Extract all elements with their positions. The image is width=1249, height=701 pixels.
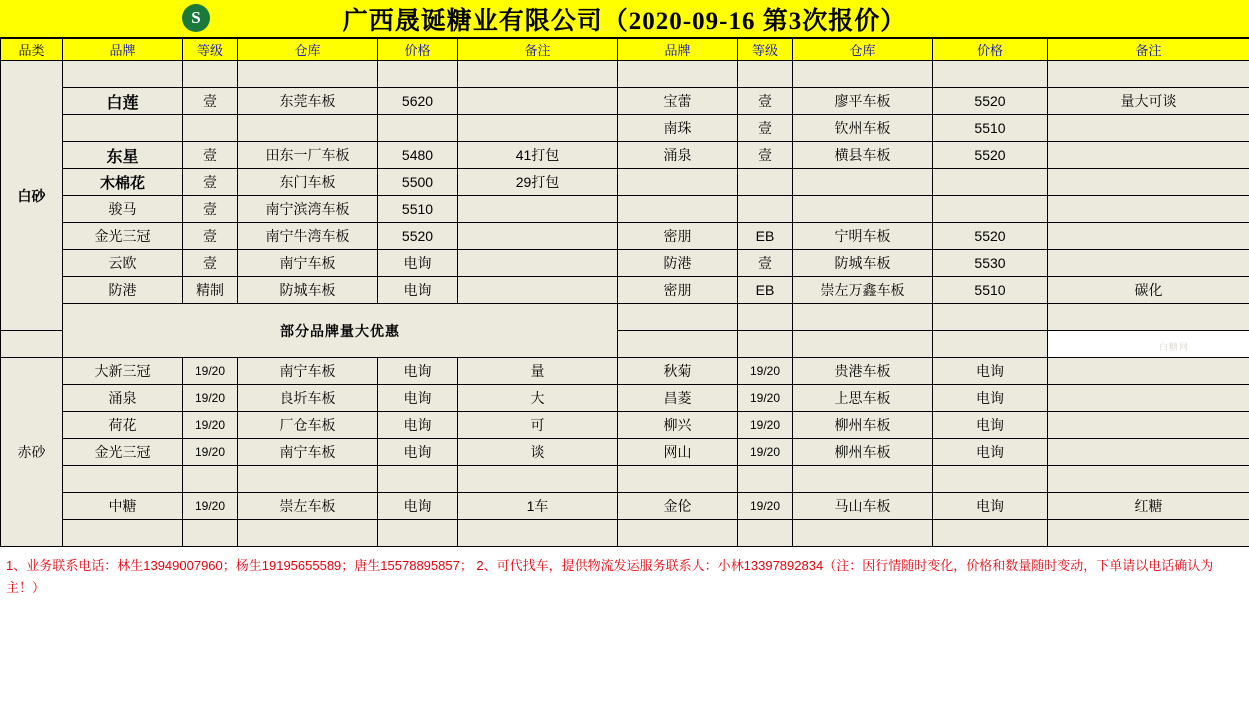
price-left: 电询 (378, 412, 458, 439)
brand-right: 密朋 (618, 223, 738, 250)
warehouse-left: 南宁车板 (238, 358, 378, 385)
grade-left: 壹 (183, 88, 238, 115)
warehouse-left: 田东一厂车板 (238, 142, 378, 169)
note-left: 41打包 (458, 142, 618, 169)
category-baisha: 白砂 (1, 61, 63, 331)
warehouse-left: 南宁车板 (238, 439, 378, 466)
price-right: 电询 (933, 412, 1048, 439)
table-row (1, 115, 1249, 142)
price-right (933, 520, 1048, 547)
price-left: 5500 (378, 169, 458, 196)
note-left: 可 (458, 412, 618, 439)
price-right: 5510 (933, 115, 1048, 142)
grade-left (183, 61, 238, 88)
company-logo-icon (182, 4, 212, 34)
price-left: 电询 (378, 493, 458, 520)
note-left: 大 (458, 385, 618, 412)
grade-right (738, 169, 793, 196)
page-title: 广西晟诞糖业有限公司（2020-09-16 第3次报价） (342, 7, 907, 35)
note-right (1048, 223, 1249, 250)
price-left (378, 520, 458, 547)
warehouse-left: 崇左车板 (238, 493, 378, 520)
warehouse-right (793, 169, 933, 196)
grade-right: 19/20 (738, 412, 793, 439)
col-grade-left: 等级 (183, 39, 238, 61)
warehouse-left (238, 61, 378, 88)
note-right-empty (933, 331, 1048, 358)
note-right (1048, 61, 1249, 88)
grade-right: 19/20 (738, 439, 793, 466)
grade-right: 壹 (738, 142, 793, 169)
grade-left: 精制 (183, 277, 238, 304)
warehouse-right-empty (738, 331, 793, 358)
warehouse-right (793, 520, 933, 547)
brand-right: 涌泉 (618, 142, 738, 169)
warehouse-left (238, 115, 378, 142)
col-brand-left: 品牌 (63, 39, 183, 61)
table-row (1, 493, 1249, 520)
grade-left: 壹 (183, 196, 238, 223)
col-price-left: 价格 (378, 39, 458, 61)
brand-left: 骏马 (63, 196, 183, 223)
note-left (458, 88, 618, 115)
price-left: 5510 (378, 196, 458, 223)
table-row (1, 142, 1249, 169)
brand-left (63, 61, 183, 88)
price-right (933, 466, 1048, 493)
note-left (458, 223, 618, 250)
note-left (458, 115, 618, 142)
warehouse-right: 崇左万鑫车板 (793, 277, 933, 304)
warehouse-right: 贵港车板 (793, 358, 933, 385)
note-right-empty (1048, 304, 1249, 331)
note-left (458, 196, 618, 223)
note-right: 碳化 (1048, 277, 1249, 304)
price-right: 5520 (933, 142, 1048, 169)
grade-right: 19/20 (738, 358, 793, 385)
brand-left: 涌泉 (63, 385, 183, 412)
grade-left (183, 115, 238, 142)
table-row (1, 169, 1249, 196)
brand-left: 大新三冠 (63, 358, 183, 385)
table-row (1, 88, 1249, 115)
note-right (1048, 358, 1249, 385)
col-grade-right: 等级 (738, 39, 793, 61)
warehouse-right (793, 466, 933, 493)
brand-left: 金光三冠 (63, 439, 183, 466)
warehouse-right: 横县车板 (793, 142, 933, 169)
title-bar (0, 0, 1249, 38)
grade-right-empty (738, 304, 793, 331)
table-row (1, 439, 1249, 466)
watermark: 白糖网 (1158, 342, 1189, 352)
brand-right: 柳兴 (618, 412, 738, 439)
grade-right: EB (738, 223, 793, 250)
grade-right: 19/20 (738, 493, 793, 520)
note-right (1048, 466, 1249, 493)
brand-left: 木棉花 (63, 169, 183, 196)
price-table (0, 38, 1249, 547)
category-chisha: 赤砂 (1, 358, 63, 547)
brand-right (618, 466, 738, 493)
grade-left: 19/20 (183, 493, 238, 520)
warehouse-left: 东门车板 (238, 169, 378, 196)
note-right: 红糖 (1048, 493, 1249, 520)
warehouse-left: 厂仓车板 (238, 412, 378, 439)
price-left: 电询 (378, 277, 458, 304)
grade-left: 19/20 (183, 385, 238, 412)
table-row (1, 520, 1249, 547)
grade-left: 壹 (183, 223, 238, 250)
note-left: 量 (458, 358, 618, 385)
col-warehouse-left: 仓库 (238, 39, 378, 61)
price-left: 电询 (378, 358, 458, 385)
price-right-empty (933, 304, 1048, 331)
price-left (378, 115, 458, 142)
col-note-left: 备注 (458, 39, 618, 61)
grade-left (183, 520, 238, 547)
price-right: 电询 (933, 385, 1048, 412)
grade-left: 19/20 (183, 358, 238, 385)
note-right (1048, 412, 1249, 439)
price-right: 电询 (933, 493, 1048, 520)
warehouse-left: 南宁车板 (238, 250, 378, 277)
brand-left: 防港 (63, 277, 183, 304)
note-right (1048, 520, 1249, 547)
grade-right-empty (618, 331, 738, 358)
warehouse-left (238, 466, 378, 493)
promo-banner: 部分品牌量大优惠 (63, 304, 618, 358)
col-warehouse-right: 仓库 (793, 39, 933, 61)
warehouse-right-empty (793, 304, 933, 331)
price-right: 5520 (933, 88, 1048, 115)
note-left (458, 466, 618, 493)
warehouse-right: 上思车板 (793, 385, 933, 412)
brand-right (618, 169, 738, 196)
brand-left (63, 520, 183, 547)
grade-right: EB (738, 277, 793, 304)
price-left: 5480 (378, 142, 458, 169)
price-right: 5530 (933, 250, 1048, 277)
price-left: 电询 (378, 385, 458, 412)
warehouse-left: 良圻车板 (238, 385, 378, 412)
brand-left: 云欧 (63, 250, 183, 277)
grade-left: 19/20 (183, 412, 238, 439)
price-left: 5520 (378, 223, 458, 250)
note-right (1048, 196, 1249, 223)
price-right: 电询 (933, 358, 1048, 385)
brand-left (63, 466, 183, 493)
grade-left: 壹 (183, 169, 238, 196)
brand-left: 东星 (63, 142, 183, 169)
note-left (458, 277, 618, 304)
table-row (1, 277, 1249, 304)
grade-right (738, 520, 793, 547)
note-left (458, 61, 618, 88)
note-right: 量大可谈 (1048, 88, 1249, 115)
price-left (378, 61, 458, 88)
brand-right: 秋菊 (618, 358, 738, 385)
brand-left: 金光三冠 (63, 223, 183, 250)
footer-contact-note: 1、业务联系电话：林生13949007960；杨生19195655589；唐生15578895857； 2、可代找车，提供物流发运服务联系人：小林13397892834（注：因行情随时变化，价格和数量随时变动，下单请以电话确认为主！） (0, 547, 1249, 603)
table-row (1, 196, 1249, 223)
brand-right: 昌菱 (618, 385, 738, 412)
brand-left: 中糖 (63, 493, 183, 520)
note-left (458, 520, 618, 547)
table-row (1, 250, 1249, 277)
warehouse-right: 钦州车板 (793, 115, 933, 142)
warehouse-left (238, 520, 378, 547)
brand-right: 金伦 (618, 493, 738, 520)
price-right: 5510 (933, 277, 1048, 304)
table-row (1, 223, 1249, 250)
warehouse-right: 柳州车板 (793, 412, 933, 439)
grade-right: 壹 (738, 250, 793, 277)
price-right: 电询 (933, 439, 1048, 466)
promo-row (1, 304, 1249, 331)
price-right-empty (793, 331, 933, 358)
price-left: 5620 (378, 88, 458, 115)
table-row (1, 358, 1249, 385)
brand-right: 网山 (618, 439, 738, 466)
price-right (933, 61, 1048, 88)
brand-left: 白莲 (63, 88, 183, 115)
price-left: 电询 (378, 250, 458, 277)
brand-right: 密朋 (618, 277, 738, 304)
price-left: 电询 (378, 439, 458, 466)
note-left: 谈 (458, 439, 618, 466)
warehouse-right: 防城车板 (793, 250, 933, 277)
note-right (1048, 115, 1249, 142)
col-brand-right: 品牌 (618, 39, 738, 61)
warehouse-right (793, 61, 933, 88)
price-right: 5520 (933, 223, 1048, 250)
warehouse-left: 防城车板 (238, 277, 378, 304)
brand-right (618, 196, 738, 223)
col-category: 品类 (1, 39, 63, 61)
grade-left: 壹 (183, 250, 238, 277)
table-header-row (1, 39, 1249, 61)
grade-right (738, 61, 793, 88)
warehouse-left: 东莞车板 (238, 88, 378, 115)
grade-left (183, 466, 238, 493)
col-note-right: 备注 (1048, 39, 1249, 61)
table-row (1, 61, 1249, 88)
warehouse-left: 南宁牛湾车板 (238, 223, 378, 250)
brand-right: 南珠 (618, 115, 738, 142)
note-left: 29打包 (458, 169, 618, 196)
note-right (1048, 385, 1249, 412)
brand-right: 防港 (618, 250, 738, 277)
note-right (1048, 439, 1249, 466)
logo-letter: S (182, 4, 210, 32)
warehouse-right: 廖平车板 (793, 88, 933, 115)
grade-right: 19/20 (738, 385, 793, 412)
grade-left: 19/20 (183, 439, 238, 466)
grade-right: 壹 (738, 115, 793, 142)
warehouse-right: 宁明车板 (793, 223, 933, 250)
note-right (1048, 250, 1249, 277)
col-price-right: 价格 (933, 39, 1048, 61)
table-row (1, 412, 1249, 439)
warehouse-right: 马山车板 (793, 493, 933, 520)
table-row (1, 466, 1249, 493)
grade-right (738, 466, 793, 493)
warehouse-left: 南宁滨湾车板 (238, 196, 378, 223)
price-left (378, 466, 458, 493)
brand-right-empty (618, 304, 738, 331)
price-right (933, 196, 1048, 223)
brand-left: 荷花 (63, 412, 183, 439)
price-right (933, 169, 1048, 196)
grade-right (738, 196, 793, 223)
note-left: 1车 (458, 493, 618, 520)
note-right (1048, 142, 1249, 169)
grade-right: 壹 (738, 88, 793, 115)
brand-left (63, 115, 183, 142)
brand-right-empty (1, 331, 63, 358)
warehouse-right: 柳州车板 (793, 439, 933, 466)
warehouse-right (793, 196, 933, 223)
note-right (1048, 169, 1249, 196)
table-row (1, 385, 1249, 412)
brand-right (618, 61, 738, 88)
brand-right (618, 520, 738, 547)
brand-right: 宝蕾 (618, 88, 738, 115)
note-left (458, 250, 618, 277)
grade-left: 壹 (183, 142, 238, 169)
